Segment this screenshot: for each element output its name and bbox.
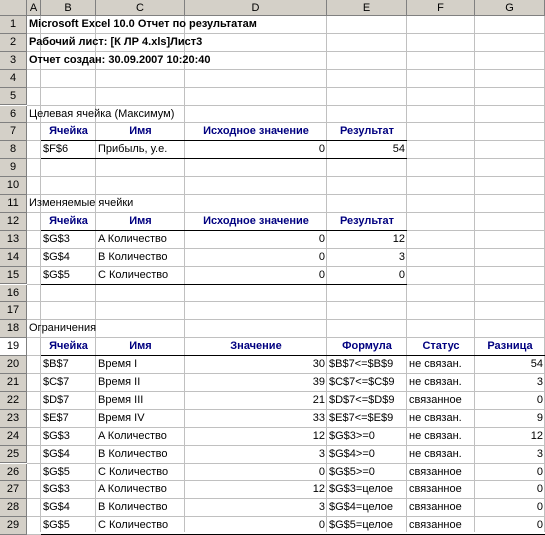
constraint-row-formula[interactable]: $D$7<=$D$9 <box>329 393 395 406</box>
row-header-20[interactable]: 20 <box>0 356 27 374</box>
changing-row-initial[interactable]: 0 <box>318 250 325 263</box>
constraint-row-slack[interactable]: 12 <box>530 429 543 442</box>
constraint-row-cell[interactable]: $B$7 <box>43 358 69 371</box>
constraints-hdr-cell[interactable]: Ячейка <box>49 340 88 353</box>
constraint-row-name[interactable]: Время II <box>98 376 141 388</box>
target-cell-title[interactable]: Целевая ячейка (Максимум) <box>29 107 175 120</box>
changing-row-initial[interactable]: 0 <box>318 232 325 245</box>
constraint-row-name[interactable]: Время I <box>98 358 138 371</box>
constraints-hdr-status[interactable]: Статус <box>422 340 460 353</box>
grid-hline <box>27 87 545 88</box>
row-header-7[interactable]: 7 <box>0 123 27 141</box>
constraint-row-status[interactable]: не связан. <box>409 447 462 460</box>
row-header-15[interactable]: 15 <box>0 267 27 285</box>
constraint-row-slack[interactable]: 0 <box>536 519 543 532</box>
constraint-row-slack[interactable]: 0 <box>536 483 543 496</box>
constraint-row-value[interactable]: 12 <box>312 429 325 442</box>
constraint-row-value[interactable]: 0 <box>318 465 325 478</box>
constraint-row-slack[interactable]: 9 <box>536 411 543 424</box>
constraint-row-cell[interactable]: $G$3 <box>43 483 70 496</box>
constraint-row-slack[interactable]: 0 <box>536 465 543 478</box>
constraints-hdr-name[interactable]: Имя <box>129 340 152 353</box>
changing-hdr-cell[interactable]: Ячейка <box>49 214 88 227</box>
row-header-23[interactable]: 23 <box>0 410 27 428</box>
constraint-row-name[interactable]: B Количество <box>98 501 168 514</box>
constraint-row-formula[interactable]: $E$7<=$E$9 <box>329 411 394 424</box>
constraint-row-slack[interactable]: 3 <box>536 447 543 460</box>
select-all-corner[interactable] <box>0 0 27 16</box>
constraint-row-name[interactable]: C Количество <box>98 465 169 478</box>
constraint-row-value[interactable]: 33 <box>312 411 325 424</box>
changing-row-result[interactable]: 12 <box>392 232 405 245</box>
constraint-row-status[interactable]: связанное <box>409 465 462 478</box>
target-hdr-initial[interactable]: Исходное значение <box>203 125 309 138</box>
constraint-row-cell[interactable]: $G$4 <box>43 501 70 514</box>
constraint-row-cell[interactable]: $G$3 <box>43 429 70 442</box>
row-header-6[interactable]: 6 <box>0 106 27 124</box>
row-header-2[interactable]: 2 <box>0 34 27 52</box>
target-hdr-cell[interactable]: Ячейка <box>49 125 88 138</box>
row-header-26[interactable]: 26 <box>0 464 27 482</box>
row-header-3[interactable]: 3 <box>0 52 27 70</box>
table-border <box>41 284 407 285</box>
row-header-1[interactable]: 1 <box>0 16 27 34</box>
constraints-hdr-formula[interactable]: Формула <box>342 340 392 353</box>
constraint-row-formula[interactable]: $G$4=целое <box>329 501 394 514</box>
row-header-9[interactable]: 9 <box>0 159 27 177</box>
worksheet-name[interactable]: Рабочий лист: [К ЛР 4.xls]Лист3 <box>29 35 203 48</box>
constraint-row-status[interactable]: связанное <box>409 519 462 532</box>
constraint-row-slack[interactable]: 0 <box>536 393 543 406</box>
row-header-28[interactable]: 28 <box>0 499 27 517</box>
constraint-row-cell[interactable]: $G$5 <box>43 519 70 532</box>
row-header-16[interactable]: 16 <box>0 285 27 303</box>
constraint-row-formula[interactable]: $B$7<=$B$9 <box>329 358 394 371</box>
constraints-hdr-value[interactable]: Значение <box>230 340 282 353</box>
changing-row-result[interactable]: 3 <box>398 250 405 263</box>
constraint-row-slack[interactable]: 54 <box>530 358 543 371</box>
constraint-row-formula[interactable]: $G$4>=0 <box>329 447 375 460</box>
constraint-row-status[interactable]: не связан. <box>409 358 462 371</box>
column-header-d[interactable]: D <box>185 0 327 16</box>
constraint-row-name[interactable]: A Количество <box>98 483 167 496</box>
row-header-29[interactable]: 29 <box>0 517 27 535</box>
constraint-row-cell[interactable]: $C$7 <box>43 376 70 388</box>
row-header-17[interactable]: 17 <box>0 302 27 320</box>
row-header-8[interactable]: 8 <box>0 141 27 159</box>
constraint-row-formula[interactable]: $G$3>=0 <box>329 429 375 442</box>
changing-row-initial[interactable]: 0 <box>318 268 325 281</box>
constraint-row-name[interactable]: C Количество <box>98 519 169 532</box>
changing-hdr-initial[interactable]: Исходное значение <box>203 214 309 227</box>
constraint-row-status[interactable]: связанное <box>409 501 462 514</box>
target-hdr-name[interactable]: Имя <box>129 125 152 138</box>
constraint-row-name[interactable]: Время IV <box>98 411 145 424</box>
row-header-22[interactable]: 22 <box>0 392 27 410</box>
row-header-21[interactable]: 21 <box>0 374 27 392</box>
target-row-name[interactable]: Прибыль, у.е. <box>98 143 168 156</box>
column-header-b[interactable]: B <box>41 0 96 16</box>
row-header-12[interactable]: 12 <box>0 213 27 231</box>
table-border <box>41 158 407 159</box>
constraint-row-cell[interactable]: $G$5 <box>43 465 70 478</box>
row-header-19[interactable]: 19 <box>0 338 27 356</box>
constraint-row-formula[interactable]: $G$5=целое <box>329 519 394 532</box>
constraint-row-value[interactable]: 30 <box>312 358 325 371</box>
changing-row-name[interactable]: A Количество <box>98 232 167 245</box>
row-header-24[interactable]: 24 <box>0 428 27 446</box>
target-row-initial[interactable]: 0 <box>318 143 325 156</box>
row-header-10[interactable]: 10 <box>0 177 27 195</box>
constraint-row-status[interactable]: связанное <box>409 393 462 406</box>
grid-hline <box>27 176 545 177</box>
constraint-row-value[interactable]: 3 <box>318 501 325 514</box>
changing-row-cell[interactable]: $G$5 <box>43 268 70 281</box>
changing-cells-title[interactable]: Изменяемые ячейки <box>29 197 134 209</box>
row-header-13[interactable]: 13 <box>0 231 27 249</box>
target-hdr-result[interactable]: Результат <box>339 125 395 138</box>
changing-row-name[interactable]: C Количество <box>98 268 169 281</box>
constraint-row-value[interactable]: 3 <box>318 447 325 460</box>
column-header-c[interactable]: C <box>96 0 185 16</box>
changing-hdr-result[interactable]: Результат <box>339 214 395 227</box>
constraint-row-name[interactable]: A Количество <box>98 429 167 442</box>
column-header-f[interactable]: F <box>407 0 475 16</box>
constraint-row-value[interactable]: 12 <box>312 483 325 496</box>
changing-row-cell[interactable]: $G$3 <box>43 232 70 245</box>
constraint-row-formula[interactable]: $C$7<=$C$9 <box>329 376 395 388</box>
constraint-row-slack[interactable]: 0 <box>536 501 543 514</box>
changing-hdr-name[interactable]: Имя <box>129 214 152 227</box>
row-header-25[interactable]: 25 <box>0 446 27 464</box>
constraint-row-value[interactable]: 0 <box>318 519 325 532</box>
constraint-row-status[interactable]: не связан. <box>409 376 462 388</box>
constraint-row-value[interactable]: 21 <box>312 393 325 406</box>
row-header-14[interactable]: 14 <box>0 249 27 267</box>
changing-row-name[interactable]: B Количество <box>98 250 168 263</box>
target-row-result[interactable]: 54 <box>392 143 405 156</box>
changing-row-result[interactable]: 0 <box>398 268 405 281</box>
constraints-hdr-slack[interactable]: Разница <box>487 340 533 353</box>
row-header-4[interactable]: 4 <box>0 70 27 88</box>
changing-row-cell[interactable]: $G$4 <box>43 250 70 263</box>
constraint-row-formula[interactable]: $G$5>=0 <box>329 465 375 478</box>
column-header-g[interactable]: G <box>475 0 545 16</box>
row-header-11[interactable]: 11 <box>0 195 27 213</box>
report-title[interactable]: Microsoft Excel 10.0 Отчет по результатам <box>29 18 257 30</box>
constraint-row-status[interactable]: связанное <box>409 483 462 496</box>
constraint-row-name[interactable]: Время III <box>98 393 144 406</box>
constraint-row-status[interactable]: не связан. <box>409 429 462 442</box>
column-header-a[interactable]: A <box>27 0 41 16</box>
target-row-cell[interactable]: $F$6 <box>43 143 69 156</box>
constraint-row-formula[interactable]: $G$3=целое <box>329 483 394 496</box>
row-header-5[interactable]: 5 <box>0 88 27 106</box>
constraint-row-status[interactable]: не связан. <box>409 411 462 424</box>
constraint-row-name[interactable]: B Количество <box>98 447 168 460</box>
constraint-row-cell[interactable]: $E$7 <box>43 411 69 424</box>
grid-hline <box>27 301 545 302</box>
constraint-row-slack[interactable]: 3 <box>536 376 543 388</box>
row-header-27[interactable]: 27 <box>0 481 27 499</box>
report-date[interactable]: Отчет создан: 30.09.2007 10:20:40 <box>29 53 211 66</box>
constraint-row-value[interactable]: 39 <box>312 376 325 388</box>
constraints-title[interactable]: Ограничения <box>29 322 97 335</box>
constraint-row-cell[interactable]: $D$7 <box>43 393 70 406</box>
column-header-e[interactable]: E <box>327 0 407 16</box>
row-header-18[interactable]: 18 <box>0 320 27 338</box>
constraint-row-cell[interactable]: $G$4 <box>43 447 70 460</box>
